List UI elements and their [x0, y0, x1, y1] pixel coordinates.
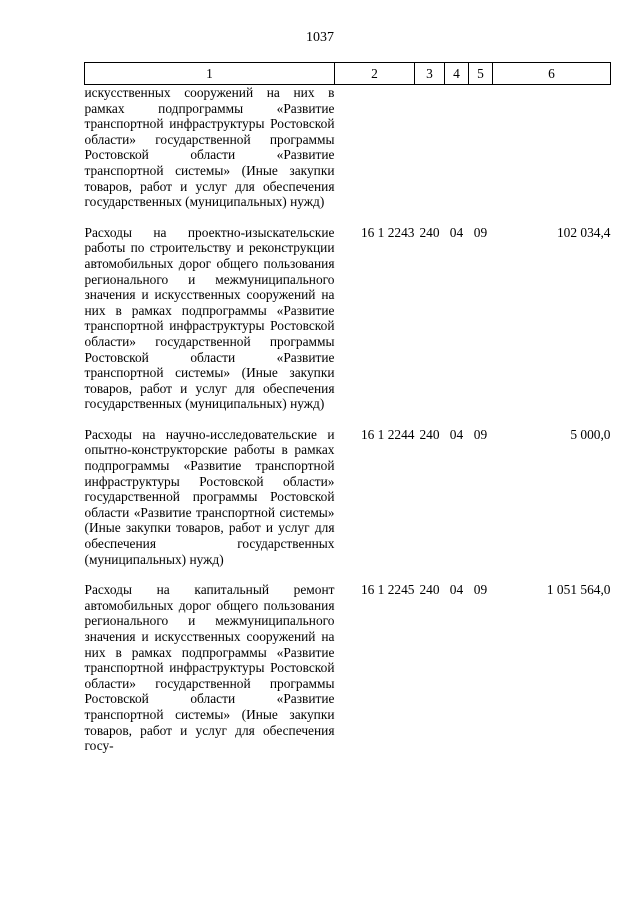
row-description: Расходы на капитальный ремонт автомобильных дорог общего пользования регионального и межмуниципального значения и искусственных сооружений на них в рамках подпрограммы «Развитие транспортной инфраструктуры Ростовской области» государственной программы Ростовской области «Развитие транспортной системы» (Иные закупки товаров, работ и услуг для обеспечения госу-	[84, 582, 335, 754]
row-target-code: 16 1 2243	[360, 224, 415, 240]
column-header-1: 1	[85, 63, 335, 85]
row-description: Расходы на проектно-изыскательские работы по строительству и реконструкции автомобильных дорог общего пользования регионального и межмуниципального значения и искусственных сооружений на них в рамках подпрограммы «Развитие транспортной инфраструктуры Ростовской области» государственной программы Ростовской области «Развитие транспортной системы» (Иные закупки товаров, работ и услуг для обеспечения государственных (муниципальных) нужд)	[84, 224, 335, 412]
row-target-code: 16 1 2244	[360, 426, 415, 442]
budget-table	[84, 62, 611, 754]
row-amount	[493, 85, 611, 225]
row-target-code: 16 1 2245	[360, 582, 415, 598]
row-subsection	[469, 85, 493, 225]
column-header-4: 4	[445, 63, 469, 85]
row-section	[445, 85, 469, 225]
row-section: 04	[449, 582, 464, 598]
row-amount: 5 000,0	[570, 426, 611, 442]
column-header-3: 3	[415, 63, 445, 85]
row-section: 04	[449, 426, 464, 442]
column-header-6: 6	[493, 63, 611, 85]
row-expense-type	[415, 85, 445, 225]
table-row	[85, 427, 611, 582]
row-subsection: 09	[473, 224, 488, 240]
table-row	[85, 582, 611, 754]
row-amount: 102 034,4	[556, 224, 611, 240]
row-description: искусственных сооружений на них в рамках подпрограммы «Развитие транспортной инфраструктуры Ростовской области» государственной программы Ростовской области «Развитие транспортной системы» (Иные закупки товаров, работ и услуг для обеспечения государственных (муниципальных) нужд)	[84, 85, 335, 210]
row-description: Расходы на научно-исследовательские и опытно-конструкторские работы в рамках подпрограммы «Развитие транспортной инфраструктуры Ростовской области» государственной программы Ростовской области «Развитие транспортной системы» (Иные закупки товаров, работ и услуг для обеспечения государственных (муниципальных) нужд)	[84, 426, 335, 567]
row-subsection: 09	[473, 426, 488, 442]
table-row	[85, 85, 611, 225]
row-expense-type: 240	[419, 224, 440, 240]
table-header-row	[85, 63, 611, 85]
row-amount: 1 051 564,0	[546, 582, 611, 598]
row-target-code	[335, 85, 415, 225]
row-section: 04	[449, 224, 464, 240]
column-header-2: 2	[335, 63, 415, 85]
table-row	[85, 225, 611, 427]
row-subsection: 09	[473, 582, 488, 598]
column-header-5: 5	[469, 63, 493, 85]
page-number: 1037	[306, 30, 334, 45]
row-expense-type: 240	[419, 582, 440, 598]
row-expense-type: 240	[419, 426, 440, 442]
